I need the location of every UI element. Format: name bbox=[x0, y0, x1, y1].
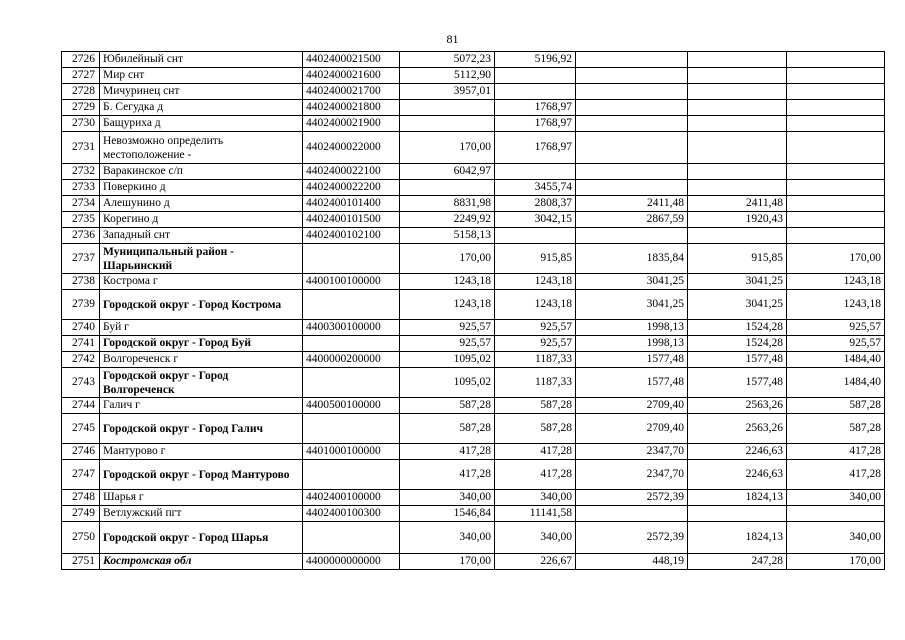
value-1-cell bbox=[400, 100, 495, 116]
page-number: 81 bbox=[446, 32, 459, 46]
value-4-cell: 3041,25 bbox=[688, 274, 787, 290]
value-5-cell bbox=[787, 212, 885, 228]
value-4-cell: 1524,28 bbox=[688, 336, 787, 352]
row-number-cell: 2728 bbox=[62, 84, 100, 100]
value-5-cell bbox=[787, 100, 885, 116]
name-cell: Шарья г bbox=[100, 490, 303, 506]
value-3-cell bbox=[576, 228, 688, 244]
value-2-cell: 5196,92 bbox=[495, 52, 576, 68]
name-cell: Городской округ - Город Галич bbox=[100, 414, 303, 444]
value-4-cell: 3041,25 bbox=[688, 290, 787, 320]
value-4-cell: 915,85 bbox=[688, 244, 787, 274]
row-number-cell: 2743 bbox=[62, 368, 100, 398]
value-3-cell: 2867,59 bbox=[576, 212, 688, 228]
value-3-cell bbox=[576, 506, 688, 522]
value-2-cell: 1768,97 bbox=[495, 132, 576, 164]
value-5-cell: 170,00 bbox=[787, 244, 885, 274]
value-5-cell: 417,28 bbox=[787, 444, 885, 460]
value-2-cell: 3455,74 bbox=[495, 180, 576, 196]
value-5-cell bbox=[787, 52, 885, 68]
row-number-cell: 2726 bbox=[62, 52, 100, 68]
table-row bbox=[62, 274, 885, 290]
value-4-cell bbox=[688, 506, 787, 522]
value-4-cell bbox=[688, 68, 787, 84]
code-cell: 4402400100000 bbox=[303, 490, 400, 506]
table-row bbox=[62, 398, 885, 414]
name-cell: Поверкино д bbox=[100, 180, 303, 196]
value-3-cell bbox=[576, 132, 688, 164]
value-2-cell: 417,28 bbox=[495, 444, 576, 460]
name-cell: Волгореченск г bbox=[100, 352, 303, 368]
value-5-cell bbox=[787, 164, 885, 180]
value-1-cell: 417,28 bbox=[400, 444, 495, 460]
value-3-cell: 2709,40 bbox=[576, 398, 688, 414]
value-5-cell bbox=[787, 116, 885, 132]
row-number-cell: 2744 bbox=[62, 398, 100, 414]
row-number-cell: 2730 bbox=[62, 116, 100, 132]
table-body bbox=[62, 52, 885, 570]
row-number-cell: 2733 bbox=[62, 180, 100, 196]
row-number-cell: 2734 bbox=[62, 196, 100, 212]
value-4-cell bbox=[688, 132, 787, 164]
value-3-cell: 1835,84 bbox=[576, 244, 688, 274]
name-cell: Западный снт bbox=[100, 228, 303, 244]
value-5-cell bbox=[787, 180, 885, 196]
name-cell: Ветлужский пгт bbox=[100, 506, 303, 522]
table-row bbox=[62, 132, 885, 164]
value-1-cell: 1243,18 bbox=[400, 274, 495, 290]
value-1-cell: 340,00 bbox=[400, 522, 495, 554]
table-row bbox=[62, 164, 885, 180]
value-5-cell: 587,28 bbox=[787, 398, 885, 414]
value-1-cell: 417,28 bbox=[400, 460, 495, 490]
row-number-cell: 2735 bbox=[62, 212, 100, 228]
code-cell: 4400000200000 bbox=[303, 352, 400, 368]
table-row bbox=[62, 522, 885, 554]
value-2-cell: 226,67 bbox=[495, 554, 576, 570]
value-2-cell: 340,00 bbox=[495, 522, 576, 554]
name-cell: Мичуринец снт bbox=[100, 84, 303, 100]
table-row bbox=[62, 180, 885, 196]
value-2-cell bbox=[495, 228, 576, 244]
value-4-cell bbox=[688, 180, 787, 196]
value-4-cell: 1524,28 bbox=[688, 320, 787, 336]
row-number-cell: 2740 bbox=[62, 320, 100, 336]
value-1-cell: 925,57 bbox=[400, 336, 495, 352]
table-row bbox=[62, 84, 885, 100]
code-cell bbox=[303, 414, 400, 444]
value-1-cell: 1243,18 bbox=[400, 290, 495, 320]
name-cell: Галич г bbox=[100, 398, 303, 414]
value-1-cell: 587,28 bbox=[400, 414, 495, 444]
value-3-cell: 1998,13 bbox=[576, 320, 688, 336]
value-5-cell: 925,57 bbox=[787, 336, 885, 352]
value-5-cell bbox=[787, 68, 885, 84]
value-5-cell bbox=[787, 506, 885, 522]
value-2-cell: 1768,97 bbox=[495, 100, 576, 116]
value-3-cell bbox=[576, 180, 688, 196]
table-row bbox=[62, 244, 885, 274]
value-5-cell: 417,28 bbox=[787, 460, 885, 490]
name-cell: Кострома г bbox=[100, 274, 303, 290]
value-4-cell: 1577,48 bbox=[688, 368, 787, 398]
row-number-cell: 2736 bbox=[62, 228, 100, 244]
value-3-cell: 2411,48 bbox=[576, 196, 688, 212]
value-3-cell: 2572,39 bbox=[576, 522, 688, 554]
code-cell: 4401000100000 bbox=[303, 444, 400, 460]
name-cell: Городской округ - Город Шарья bbox=[100, 522, 303, 554]
value-3-cell bbox=[576, 68, 688, 84]
value-3-cell bbox=[576, 84, 688, 100]
value-1-cell: 1546,84 bbox=[400, 506, 495, 522]
value-2-cell: 1187,33 bbox=[495, 368, 576, 398]
value-5-cell: 340,00 bbox=[787, 522, 885, 554]
code-cell: 4402400021800 bbox=[303, 100, 400, 116]
value-5-cell bbox=[787, 84, 885, 100]
name-cell: Городской округ - Город Кострома bbox=[100, 290, 303, 320]
code-cell: 4400500100000 bbox=[303, 398, 400, 414]
code-cell bbox=[303, 244, 400, 274]
code-cell: 4400000000000 bbox=[303, 554, 400, 570]
value-1-cell bbox=[400, 180, 495, 196]
name-cell: Невозможно определить местоположение - bbox=[100, 132, 303, 164]
table-row bbox=[62, 352, 885, 368]
value-2-cell: 1768,97 bbox=[495, 116, 576, 132]
table-row bbox=[62, 100, 885, 116]
table-row bbox=[62, 506, 885, 522]
name-cell: Бащуриха д bbox=[100, 116, 303, 132]
value-5-cell: 1484,40 bbox=[787, 368, 885, 398]
row-number-cell: 2748 bbox=[62, 490, 100, 506]
value-4-cell: 1824,13 bbox=[688, 490, 787, 506]
value-4-cell: 2246,63 bbox=[688, 444, 787, 460]
value-4-cell: 2411,48 bbox=[688, 196, 787, 212]
value-1-cell: 340,00 bbox=[400, 490, 495, 506]
value-1-cell: 170,00 bbox=[400, 244, 495, 274]
table-row bbox=[62, 196, 885, 212]
code-cell: 4402400100300 bbox=[303, 506, 400, 522]
value-3-cell: 1577,48 bbox=[576, 368, 688, 398]
code-cell bbox=[303, 336, 400, 352]
row-number-cell: 2745 bbox=[62, 414, 100, 444]
table-row bbox=[62, 444, 885, 460]
value-4-cell: 2563,26 bbox=[688, 398, 787, 414]
row-number-cell: 2750 bbox=[62, 522, 100, 554]
value-3-cell: 1998,13 bbox=[576, 336, 688, 352]
value-4-cell bbox=[688, 164, 787, 180]
row-number-cell: 2727 bbox=[62, 68, 100, 84]
value-2-cell: 587,28 bbox=[495, 398, 576, 414]
value-1-cell: 8831,98 bbox=[400, 196, 495, 212]
row-number-cell: 2737 bbox=[62, 244, 100, 274]
value-5-cell: 587,28 bbox=[787, 414, 885, 444]
value-3-cell: 1577,48 bbox=[576, 352, 688, 368]
row-number-cell: 2747 bbox=[62, 460, 100, 490]
value-1-cell: 1095,02 bbox=[400, 352, 495, 368]
code-cell: 4402400022000 bbox=[303, 132, 400, 164]
value-1-cell: 587,28 bbox=[400, 398, 495, 414]
value-4-cell: 2246,63 bbox=[688, 460, 787, 490]
value-5-cell: 1243,18 bbox=[787, 274, 885, 290]
value-5-cell: 170,00 bbox=[787, 554, 885, 570]
value-2-cell: 1187,33 bbox=[495, 352, 576, 368]
name-cell: Мир снт bbox=[100, 68, 303, 84]
code-cell: 4402400102100 bbox=[303, 228, 400, 244]
value-1-cell: 3957,01 bbox=[400, 84, 495, 100]
name-cell: Мантурово г bbox=[100, 444, 303, 460]
code-cell: 4402400022200 bbox=[303, 180, 400, 196]
row-number-cell: 2731 bbox=[62, 132, 100, 164]
value-5-cell: 925,57 bbox=[787, 320, 885, 336]
table-row bbox=[62, 554, 885, 570]
value-1-cell: 170,00 bbox=[400, 554, 495, 570]
value-1-cell bbox=[400, 116, 495, 132]
value-4-cell bbox=[688, 100, 787, 116]
value-1-cell: 5072,23 bbox=[400, 52, 495, 68]
row-number-cell: 2746 bbox=[62, 444, 100, 460]
code-cell bbox=[303, 522, 400, 554]
value-1-cell: 1095,02 bbox=[400, 368, 495, 398]
value-2-cell: 417,28 bbox=[495, 460, 576, 490]
value-4-cell: 1824,13 bbox=[688, 522, 787, 554]
value-3-cell bbox=[576, 116, 688, 132]
value-5-cell: 340,00 bbox=[787, 490, 885, 506]
table-row bbox=[62, 460, 885, 490]
value-1-cell: 925,57 bbox=[400, 320, 495, 336]
value-2-cell bbox=[495, 84, 576, 100]
code-cell: 4402400101400 bbox=[303, 196, 400, 212]
row-number-cell: 2729 bbox=[62, 100, 100, 116]
row-number-cell: 2741 bbox=[62, 336, 100, 352]
row-number-cell: 2751 bbox=[62, 554, 100, 570]
row-number-cell: 2738 bbox=[62, 274, 100, 290]
value-2-cell: 11141,58 bbox=[495, 506, 576, 522]
code-cell: 4400100100000 bbox=[303, 274, 400, 290]
table-row bbox=[62, 116, 885, 132]
code-cell: 4402400101500 bbox=[303, 212, 400, 228]
name-cell: Варакинское с/п bbox=[100, 164, 303, 180]
code-cell: 4402400021700 bbox=[303, 84, 400, 100]
value-1-cell: 6042,97 bbox=[400, 164, 495, 180]
table-row bbox=[62, 320, 885, 336]
value-4-cell bbox=[688, 84, 787, 100]
code-cell: 4402400022100 bbox=[303, 164, 400, 180]
value-4-cell: 1920,43 bbox=[688, 212, 787, 228]
value-3-cell: 448,19 bbox=[576, 554, 688, 570]
value-2-cell: 2808,37 bbox=[495, 196, 576, 212]
value-3-cell: 2709,40 bbox=[576, 414, 688, 444]
value-3-cell: 2347,70 bbox=[576, 460, 688, 490]
row-number-cell: 2732 bbox=[62, 164, 100, 180]
name-cell: Буй г bbox=[100, 320, 303, 336]
value-3-cell: 2347,70 bbox=[576, 444, 688, 460]
value-2-cell: 915,85 bbox=[495, 244, 576, 274]
value-4-cell: 247,28 bbox=[688, 554, 787, 570]
value-2-cell bbox=[495, 164, 576, 180]
name-cell: Б. Сегудка д bbox=[100, 100, 303, 116]
value-2-cell: 1243,18 bbox=[495, 274, 576, 290]
value-1-cell: 2249,92 bbox=[400, 212, 495, 228]
table-row bbox=[62, 368, 885, 398]
value-2-cell: 340,00 bbox=[495, 490, 576, 506]
code-cell: 4402400021900 bbox=[303, 116, 400, 132]
value-5-cell: 1484,40 bbox=[787, 352, 885, 368]
value-1-cell: 5112,90 bbox=[400, 68, 495, 84]
value-4-cell bbox=[688, 116, 787, 132]
value-5-cell bbox=[787, 196, 885, 212]
table-row bbox=[62, 336, 885, 352]
name-cell: Корегино д bbox=[100, 212, 303, 228]
value-5-cell bbox=[787, 228, 885, 244]
row-number-cell: 2749 bbox=[62, 506, 100, 522]
value-2-cell: 3042,15 bbox=[495, 212, 576, 228]
code-cell: 4402400021500 bbox=[303, 52, 400, 68]
row-number-cell: 2739 bbox=[62, 290, 100, 320]
name-cell: Костромская обл bbox=[100, 554, 303, 570]
table-row bbox=[62, 212, 885, 228]
code-cell bbox=[303, 368, 400, 398]
value-3-cell bbox=[576, 164, 688, 180]
value-2-cell bbox=[495, 68, 576, 84]
value-5-cell bbox=[787, 132, 885, 164]
value-4-cell: 1577,48 bbox=[688, 352, 787, 368]
value-2-cell: 925,57 bbox=[495, 336, 576, 352]
value-4-cell bbox=[688, 52, 787, 68]
value-2-cell: 925,57 bbox=[495, 320, 576, 336]
table-row bbox=[62, 228, 885, 244]
code-cell bbox=[303, 290, 400, 320]
value-3-cell bbox=[576, 100, 688, 116]
value-2-cell: 587,28 bbox=[495, 414, 576, 444]
table-row bbox=[62, 290, 885, 320]
name-cell: Юбилейный снт bbox=[100, 52, 303, 68]
name-cell: Городской округ - Город Буй bbox=[100, 336, 303, 352]
value-1-cell: 5158,13 bbox=[400, 228, 495, 244]
table-row bbox=[62, 52, 885, 68]
name-cell: Алешунино д bbox=[100, 196, 303, 212]
code-cell: 4402400021600 bbox=[303, 68, 400, 84]
name-cell: Городской округ - Город Мантурово bbox=[100, 460, 303, 490]
value-1-cell: 170,00 bbox=[400, 132, 495, 164]
value-3-cell: 2572,39 bbox=[576, 490, 688, 506]
value-4-cell bbox=[688, 228, 787, 244]
value-5-cell: 1243,18 bbox=[787, 290, 885, 320]
table-row bbox=[62, 414, 885, 444]
table-row bbox=[62, 490, 885, 506]
data-table bbox=[61, 51, 885, 570]
table-row bbox=[62, 68, 885, 84]
value-4-cell: 2563,26 bbox=[688, 414, 787, 444]
value-3-cell: 3041,25 bbox=[576, 290, 688, 320]
value-3-cell: 3041,25 bbox=[576, 274, 688, 290]
code-cell: 4400300100000 bbox=[303, 320, 400, 336]
name-cell: Городской округ - Город Волгореченск bbox=[100, 368, 303, 398]
name-cell: Муниципальный район - Шарьинский bbox=[100, 244, 303, 274]
value-3-cell bbox=[576, 52, 688, 68]
code-cell bbox=[303, 460, 400, 490]
row-number-cell: 2742 bbox=[62, 352, 100, 368]
value-2-cell: 1243,18 bbox=[495, 290, 576, 320]
